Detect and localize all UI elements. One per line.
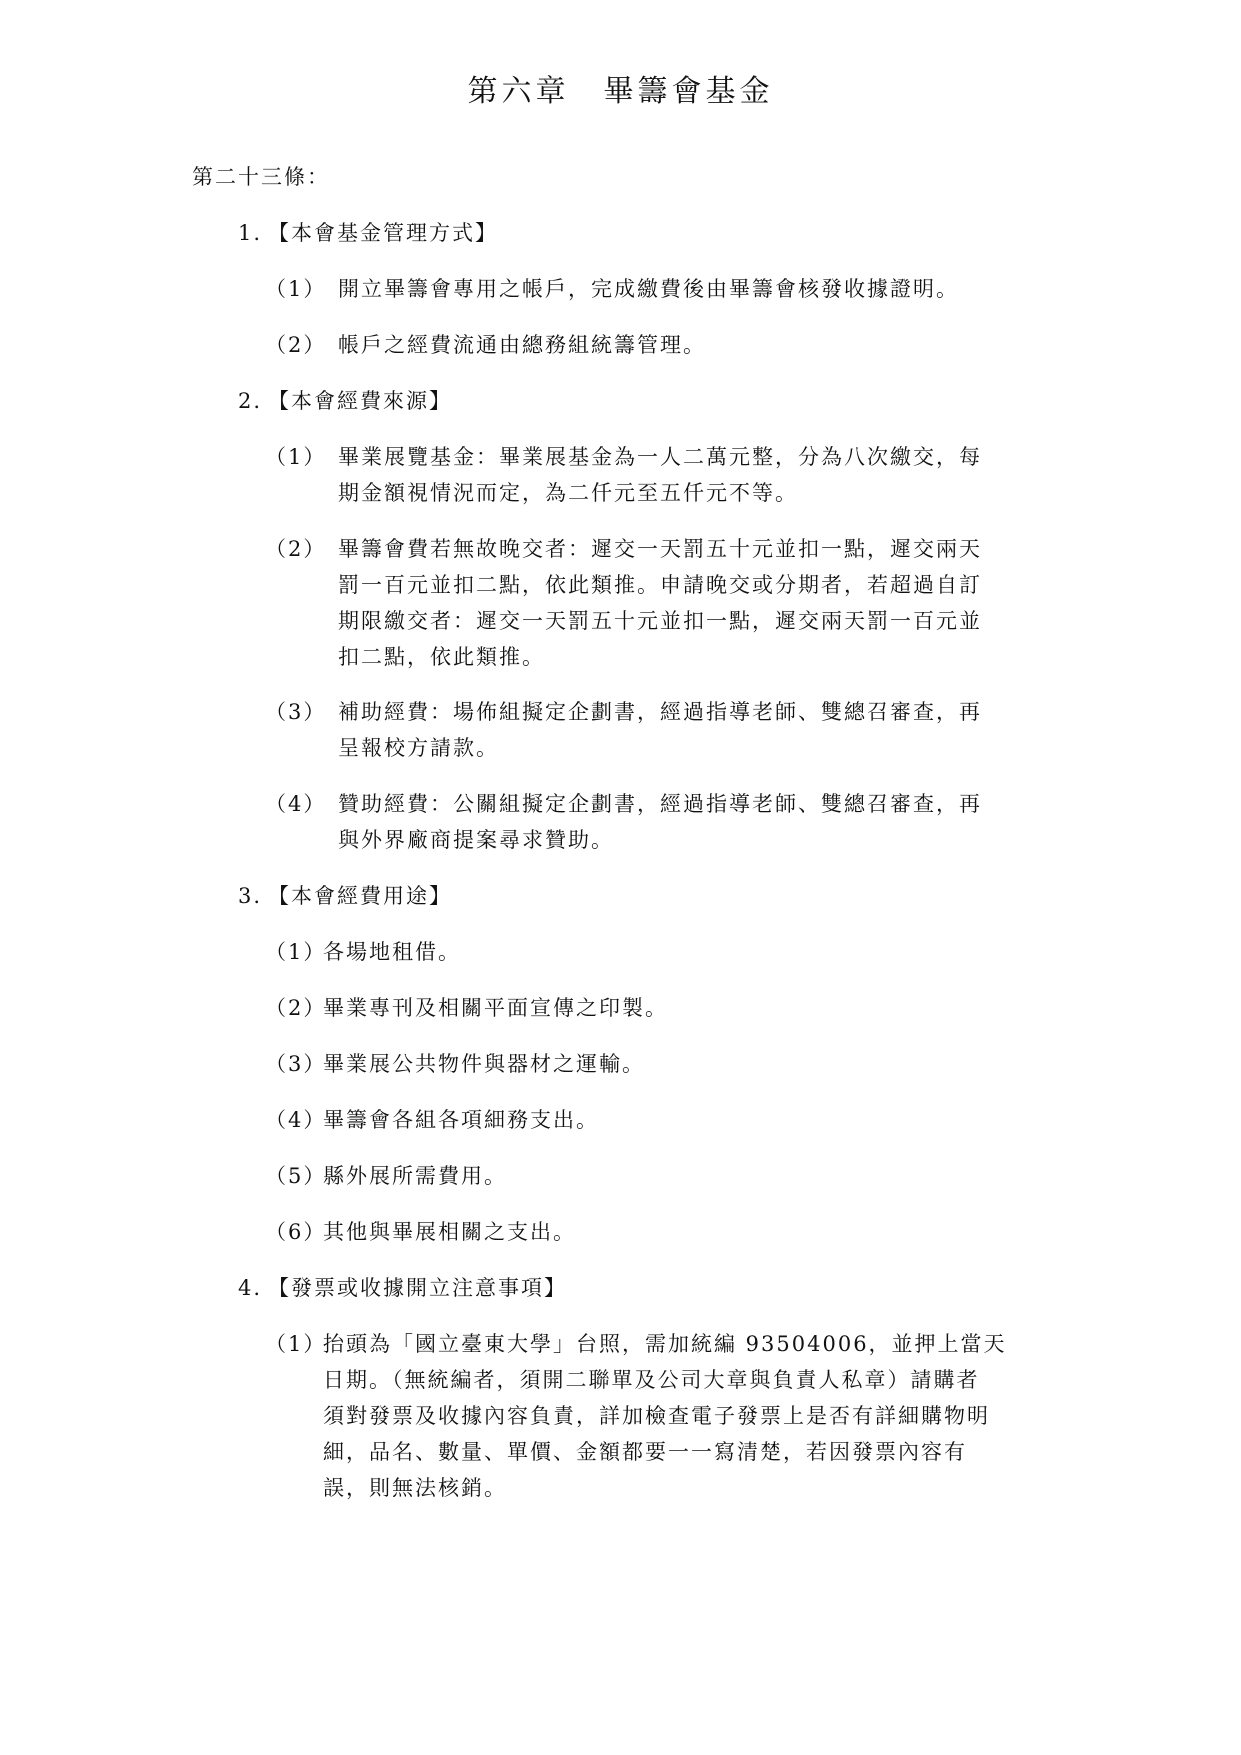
- item-text-continued: 須對發票及收據內容負責，詳加檢查電子發票上是否有詳細購物明: [323, 1404, 990, 1428]
- item-label: （1）: [265, 940, 327, 964]
- item-text-continued: 與外界廠商提案尋求贊助。: [338, 828, 614, 852]
- item-label: （6）: [265, 1220, 327, 1244]
- section-title: 【本會基金管理方式】: [268, 221, 498, 245]
- item-text: 畢業專刊及相關平面宣傳之印製。: [323, 996, 668, 1020]
- item-label: （3）: [265, 1052, 327, 1076]
- article-heading: 第二十三條：: [192, 165, 330, 189]
- item-label: （4）: [265, 1108, 327, 1132]
- item-text-continued: 誤，則無法核銷。: [323, 1476, 507, 1500]
- item-text-continued: 期金額視情況而定，為二仟元至五仟元不等。: [338, 481, 798, 505]
- item-label: （2）: [265, 333, 327, 357]
- item-text: 各場地租借。: [323, 940, 461, 964]
- item-text-continued: 日期。（無統編者，須開二聯單及公司大章與負責人私章）請購者: [323, 1368, 980, 1392]
- section-number: 4.: [238, 1276, 263, 1300]
- item-text: 帳戶之經費流通由總務組統籌管理。: [338, 333, 706, 357]
- item-text: 補助經費：場佈組擬定企劃書，經過指導老師、雙總召審查，再: [338, 700, 982, 724]
- item-text-continued: 扣二點，依此類推。: [338, 645, 545, 669]
- section-title: 【本會經費來源】: [268, 389, 452, 413]
- item-text: 畢籌會費若無故晚交者：遲交一天罰五十元並扣一點，遲交兩天: [338, 537, 982, 561]
- item-label: （4）: [265, 792, 327, 816]
- item-label: （2）: [265, 537, 327, 561]
- section-title: 【發票或收據開立注意事項】: [268, 1276, 567, 1300]
- item-text: 畢業展覽基金：畢業展基金為一人二萬元整，分為八次繳交，每: [338, 445, 982, 469]
- item-text: 畢籌會各組各項細務支出。: [323, 1108, 599, 1132]
- section-title: 【本會經費用途】: [268, 884, 452, 908]
- section-number: 2.: [238, 389, 263, 413]
- item-label: （2）: [265, 996, 327, 1020]
- item-text: 畢業展公共物件與器材之運輸。: [323, 1052, 645, 1076]
- section-number: 3.: [238, 884, 263, 908]
- item-text-continued: 呈報校方請款。: [338, 736, 499, 760]
- item-text: 開立畢籌會專用之帳戶，完成繳費後由畢籌會核發收據證明。: [338, 277, 959, 301]
- item-text: 贊助經費：公關組擬定企劃書，經過指導老師、雙總召審查，再: [338, 792, 982, 816]
- item-label: （3）: [265, 700, 327, 724]
- item-text-continued: 期限繳交者：遲交一天罰五十元並扣一點，遲交兩天罰一百元並: [338, 609, 982, 633]
- section-number: 1.: [238, 221, 263, 245]
- item-label: （1）: [265, 445, 327, 469]
- item-text: 其他與畢展相關之支出。: [323, 1220, 576, 1244]
- item-label: （1）: [265, 277, 327, 301]
- item-text-continued: 罰一百元並扣二點，依此類推。申請晚交或分期者，若超過自訂: [338, 573, 982, 597]
- item-label: （5）: [265, 1164, 327, 1188]
- item-text-continued: 細，品名、數量、單價、金額都要一一寫清楚，若因發票內容有: [323, 1440, 967, 1464]
- item-label: （1）: [265, 1332, 327, 1356]
- item-text: 抬頭為「國立臺東大學」台照，需加統編 93504006，並押上當天: [323, 1332, 1007, 1356]
- item-text: 縣外展所需費用。: [323, 1164, 507, 1188]
- chapter-title: 第六章 畢籌會基金: [467, 74, 774, 109]
